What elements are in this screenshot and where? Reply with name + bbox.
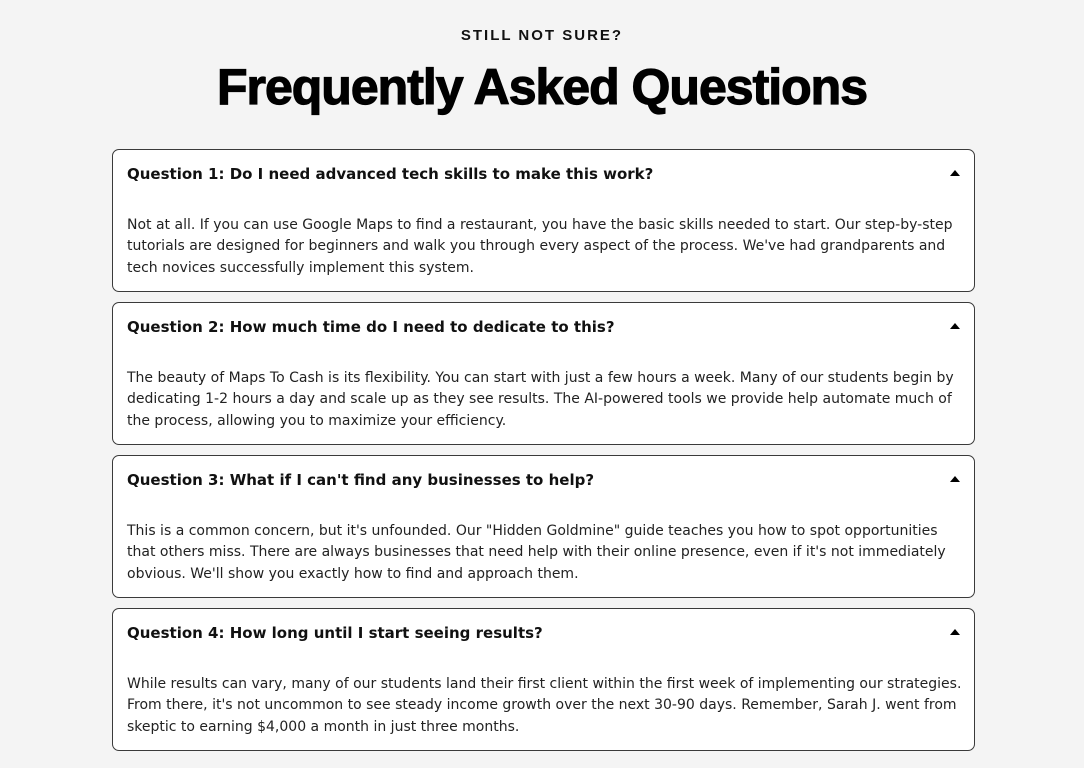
page-title: Frequently Asked Questions (216, 59, 868, 115)
faq-answer-4: While results can vary, many of our students land their first client within the first week of implementing our strategies. From there, it's not uncommon to see steady income growth over the next 30-90 days. Remember, Sarah J. went from skeptic to earning $4,000 a month in just three months. (127, 676, 962, 735)
caret-up-icon[interactable] (950, 170, 960, 176)
faq-answer-1: Not at all. If you can use Google Maps to find a restaurant, you have the basic skills needed to start. Our step-by-step tutorials are designed for beginners and walk you through every aspect of the process. We've had grandparents and tech novices successfully implement this system. (127, 217, 953, 276)
caret-up-icon[interactable] (950, 476, 960, 482)
faq-item-4 (112, 608, 975, 751)
faq-question-3[interactable]: Question 3: What if I can't find any businesses to help? (127, 471, 595, 489)
faq-question-2[interactable]: Question 2: How much time do I need to dedicate to this? (127, 318, 615, 336)
caret-up-icon[interactable] (950, 629, 960, 635)
faq-item-2 (112, 302, 975, 445)
faq-answer-3: This is a common concern, but it's unfounded. Our "Hidden Goldmine" guide teaches you how to spot opportunities that others miss. There are always businesses that need help with their online presence, even if it's not immediately obvious. We'll show you exactly how to find and approach them. (127, 523, 946, 582)
faq-question-4[interactable]: Question 4: How long until I start seeing results? (127, 624, 543, 642)
section-eyebrow: STILL NOT SURE? (460, 27, 624, 44)
faq-item-1 (112, 149, 975, 292)
faq-question-1[interactable]: Question 1: Do I need advanced tech skills to make this work? (127, 165, 654, 183)
faq-list (112, 149, 975, 761)
faq-answer-2: The beauty of Maps To Cash is its flexibility. You can start with just a few hours a week. Many of our students begin by dedicating 1-2 hours a day and scale up as they see results. The AI-powered tools we provide help automate much of the process, allowing you to maximize your efficiency. (127, 370, 954, 429)
faq-item-3 (112, 455, 975, 598)
caret-up-icon[interactable] (950, 323, 960, 329)
